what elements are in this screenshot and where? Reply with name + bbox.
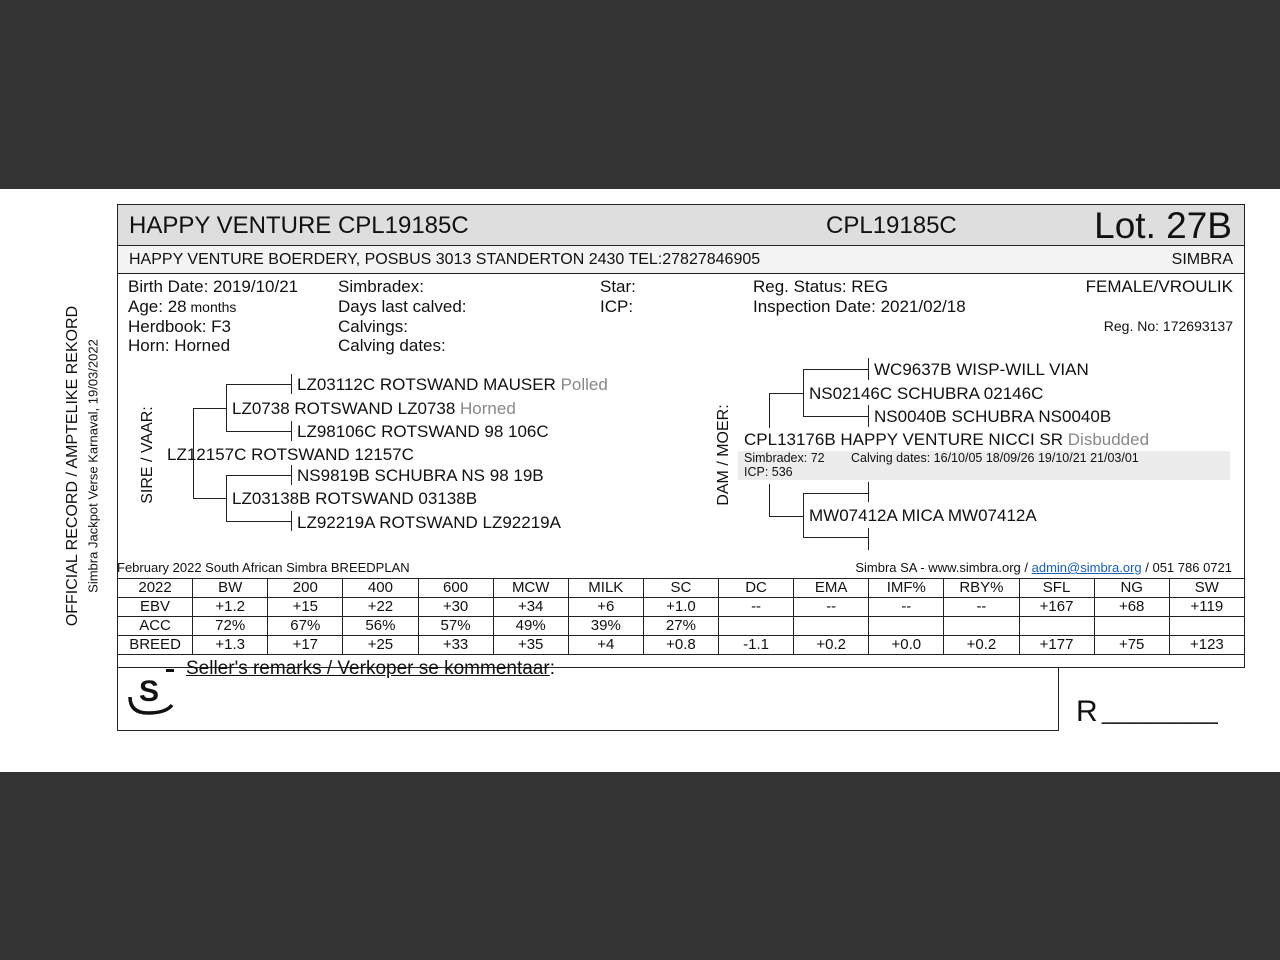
price-blank: ________	[1102, 695, 1218, 725]
sd-tick	[291, 421, 292, 441]
days-last-calved: Days last calved:	[338, 297, 467, 316]
dam-sire-dam: NS0040B SCHUBRA NS0040B	[874, 407, 1112, 426]
ebv-cell: +119	[1169, 598, 1244, 617]
ebv-cell: +25	[343, 636, 418, 655]
sire-sire-note: Polled	[560, 375, 608, 394]
ebv-cell: +15	[268, 598, 343, 617]
ebv-cell: +0.8	[643, 636, 718, 655]
dss-tick	[868, 358, 869, 380]
ds-bracket	[803, 369, 804, 417]
logo-letter: S	[139, 675, 160, 708]
dd-bracket-top	[803, 493, 869, 494]
sire-horn-note: Horned	[460, 399, 516, 418]
sire-bracket-bottom	[193, 498, 227, 499]
dam-horn-note: Disbudded	[1067, 430, 1150, 449]
ebv-cell: +1.2	[193, 598, 268, 617]
ebv-cell	[794, 617, 869, 636]
ebv-cell: +1.0	[643, 598, 718, 617]
ss-bracket-top	[226, 384, 292, 385]
breedplan-label: February 2022 South African Simbra BREEDPLAN	[117, 560, 410, 575]
sire-name: LZ12157C ROTSWAND 12157C	[167, 445, 414, 464]
ebv-cell: --	[719, 598, 794, 617]
sire-sire-name: LZ03112C ROTSWAND MAUSER	[297, 375, 556, 394]
dam-bracket-bot-v	[769, 484, 770, 517]
dam-dam-of-sire: LZ92219A ROTSWAND LZ92219A	[297, 513, 561, 532]
ebv-row	[118, 636, 1245, 655]
email-link[interactable]: admin@simbra.org	[1031, 560, 1142, 575]
ebv-table-body	[118, 579, 1245, 655]
ebv-cell: 49%	[493, 617, 568, 636]
dam-name: CPL13176B HAPPY VENTURE NICCI SR	[744, 430, 1064, 449]
ebv-header-cell: DC	[719, 579, 794, 598]
ebv-header-cell: BW	[193, 579, 268, 598]
ss-tick	[291, 374, 292, 394]
ebv-row	[118, 617, 1245, 636]
ebv-cell: -1.1	[719, 636, 794, 655]
ebv-cell: +167	[1019, 598, 1094, 617]
ebv-table	[117, 578, 1245, 655]
dam-icp: ICP: 536	[744, 465, 793, 479]
calving-dates: Calving dates:	[338, 336, 446, 355]
ebv-header-cell: NG	[1094, 579, 1169, 598]
herdbook: Herdbook: F3	[128, 317, 231, 336]
remarks-title: Seller's remarks / Verkoper se kommentaar	[186, 658, 550, 679]
event-label: Simbra Jackpot Verse Karnaval, 19/03/2022	[85, 339, 101, 593]
ebv-cell: +22	[343, 598, 418, 617]
ebv-header-cell: SW	[1169, 579, 1244, 598]
sd-bracket	[226, 475, 227, 522]
sire-sire	[297, 375, 608, 395]
ebv-cell: +0.0	[869, 636, 944, 655]
title-bar	[118, 205, 1244, 246]
ebv-cell: +0.2	[794, 636, 869, 655]
ebv-cell: 56%	[343, 617, 418, 636]
dam-calving-dates: Calving dates: 16/10/05 18/09/26 19/10/21 21/03/01	[851, 451, 1139, 465]
ebv-cell: --	[944, 598, 1019, 617]
dam-bracket-top-h	[769, 393, 803, 394]
dd-bracket	[803, 493, 804, 538]
ss-bracket	[226, 384, 227, 432]
ebv-cell: 39%	[568, 617, 643, 636]
ebv-cell: +75	[1094, 636, 1169, 655]
animal-code: CPL19185C	[826, 212, 957, 239]
ebv-cell	[1094, 617, 1169, 636]
remarks-title-line	[186, 658, 555, 680]
ebv-header-cell: 2022	[118, 579, 193, 598]
dam-sire-of-sire: NS9819B SCHUBRA NS 98 19B	[297, 466, 544, 485]
ebv-cell: +35	[493, 636, 568, 655]
ebv-header-cell: 200	[268, 579, 343, 598]
ebv-cell: +34	[493, 598, 568, 617]
sd-bracket-top	[226, 475, 292, 476]
sd-bracket-bottom	[226, 521, 292, 522]
ebv-cell: +17	[268, 636, 343, 655]
star: Star:	[600, 277, 636, 296]
animal-name: HAPPY VENTURE CPL19185C	[129, 212, 469, 239]
ebv-cell	[1169, 617, 1244, 636]
dds-tick	[868, 482, 869, 502]
sire-sire-line: LZ0738 ROTSWAND LZ0738	[232, 399, 456, 418]
breeder-bar	[118, 246, 1244, 274]
ebv-header-cell: IMF%	[869, 579, 944, 598]
ebv-cell: --	[794, 598, 869, 617]
ebv-cell: +6	[568, 598, 643, 617]
dam-of-sire: LZ03138B ROTSWAND 03138B	[232, 489, 478, 508]
ebv-cell	[1019, 617, 1094, 636]
sire-of-sire	[232, 399, 516, 419]
dam-bracket-top-v	[769, 393, 770, 428]
ebv-cell: +1.3	[193, 636, 268, 655]
ebv-cell: +177	[1019, 636, 1094, 655]
ss-bracket-bottom	[226, 431, 292, 432]
ebv-cell: +123	[1169, 636, 1244, 655]
ebv-cell: +0.2	[944, 636, 1019, 655]
contact-prefix: Simbra SA - www.simbra.org /	[855, 560, 1032, 575]
ebv-cell: 72%	[193, 617, 268, 636]
breed-name: SIMBRA	[1171, 251, 1233, 268]
breeder-address: HAPPY VENTURE BOERDERY, POSBUS 3013 STANDERTON 2430 TEL:27827846905	[129, 251, 761, 268]
simbradex: Simbradex:	[338, 277, 424, 296]
contact-line	[855, 560, 1232, 575]
ds-tick	[291, 465, 292, 485]
ebv-header-cell: MCW	[493, 579, 568, 598]
ebv-cell: +68	[1094, 598, 1169, 617]
calvings: Calvings:	[338, 317, 408, 336]
ebv-cell: --	[869, 598, 944, 617]
sire-label: SIRE / VAAR:	[139, 406, 156, 504]
dsd-tick	[868, 405, 869, 427]
ebv-cell: +30	[418, 598, 493, 617]
lot-number: Lot. 27B	[1094, 205, 1232, 246]
inspection-date: Inspection Date: 2021/02/18	[753, 297, 966, 316]
age-unit: months	[186, 299, 237, 315]
dd-tick	[291, 511, 292, 531]
age	[128, 297, 236, 317]
ds-bracket-top	[803, 369, 869, 370]
sire-bracket-top	[193, 408, 227, 409]
ebv-cell: +4	[568, 636, 643, 655]
age-value: Age: 28	[128, 297, 187, 316]
ebv-header-cell: 600	[418, 579, 493, 598]
price-prefix: R	[1076, 695, 1098, 728]
dam-dam: MW07412A MICA MW07412A	[809, 506, 1037, 525]
ebv-cell: EBV	[118, 598, 193, 617]
ebv-header-cell: SFL	[1019, 579, 1094, 598]
icp: ICP:	[600, 297, 634, 316]
ebv-header-cell: EMA	[794, 579, 869, 598]
reg-number: Reg. No: 172693137	[1103, 318, 1233, 334]
ebv-cell: 67%	[268, 617, 343, 636]
dam-sire: NS02146C SCHUBRA 02146C	[809, 384, 1044, 403]
dd-bracket-bottom	[803, 537, 869, 538]
ebv-cell: 57%	[418, 617, 493, 636]
horn: Horn: Horned	[128, 336, 231, 355]
ebv-header-cell: RBY%	[944, 579, 1019, 598]
ebv-cell	[719, 617, 794, 636]
reg-status: Reg. Status: REG	[753, 277, 889, 296]
sire-dam-of-sire: LZ98106C ROTSWAND 98 106C	[297, 422, 549, 441]
official-record-label: OFFICIAL RECORD / AMPTELIKE REKORD	[64, 305, 81, 627]
ds-bracket-bottom	[803, 416, 869, 417]
birth-date: Birth Date: 2019/10/21	[128, 277, 299, 296]
ebv-cell: ACC	[118, 617, 193, 636]
dam-bracket-bot-h	[769, 516, 803, 517]
dam-name-line	[744, 430, 1149, 450]
ebv-header-cell: MILK	[568, 579, 643, 598]
ebv-cell	[944, 617, 1019, 636]
dam-label: DAM / MOER:	[715, 404, 732, 506]
remarks-colon: :	[549, 658, 555, 679]
contact-suffix: / 051 786 0721	[1141, 560, 1232, 575]
sex: FEMALE/VROULIK	[1085, 277, 1233, 296]
ebv-cell: BREED	[118, 636, 193, 655]
ebv-row	[118, 598, 1245, 617]
ebv-header-cell: SC	[643, 579, 718, 598]
ebv-header-row	[118, 579, 1245, 598]
dam-simbradex: Simbradex: 72	[744, 451, 825, 465]
ddd-tick	[868, 528, 869, 550]
ebv-cell: +33	[418, 636, 493, 655]
ebv-cell: 27%	[643, 617, 718, 636]
dam-sire-sire: WC9637B WISP-WILL VIAN	[874, 360, 1089, 379]
simbra-logo-icon	[126, 663, 178, 719]
ebv-cell	[869, 617, 944, 636]
ebv-header-cell: 400	[343, 579, 418, 598]
